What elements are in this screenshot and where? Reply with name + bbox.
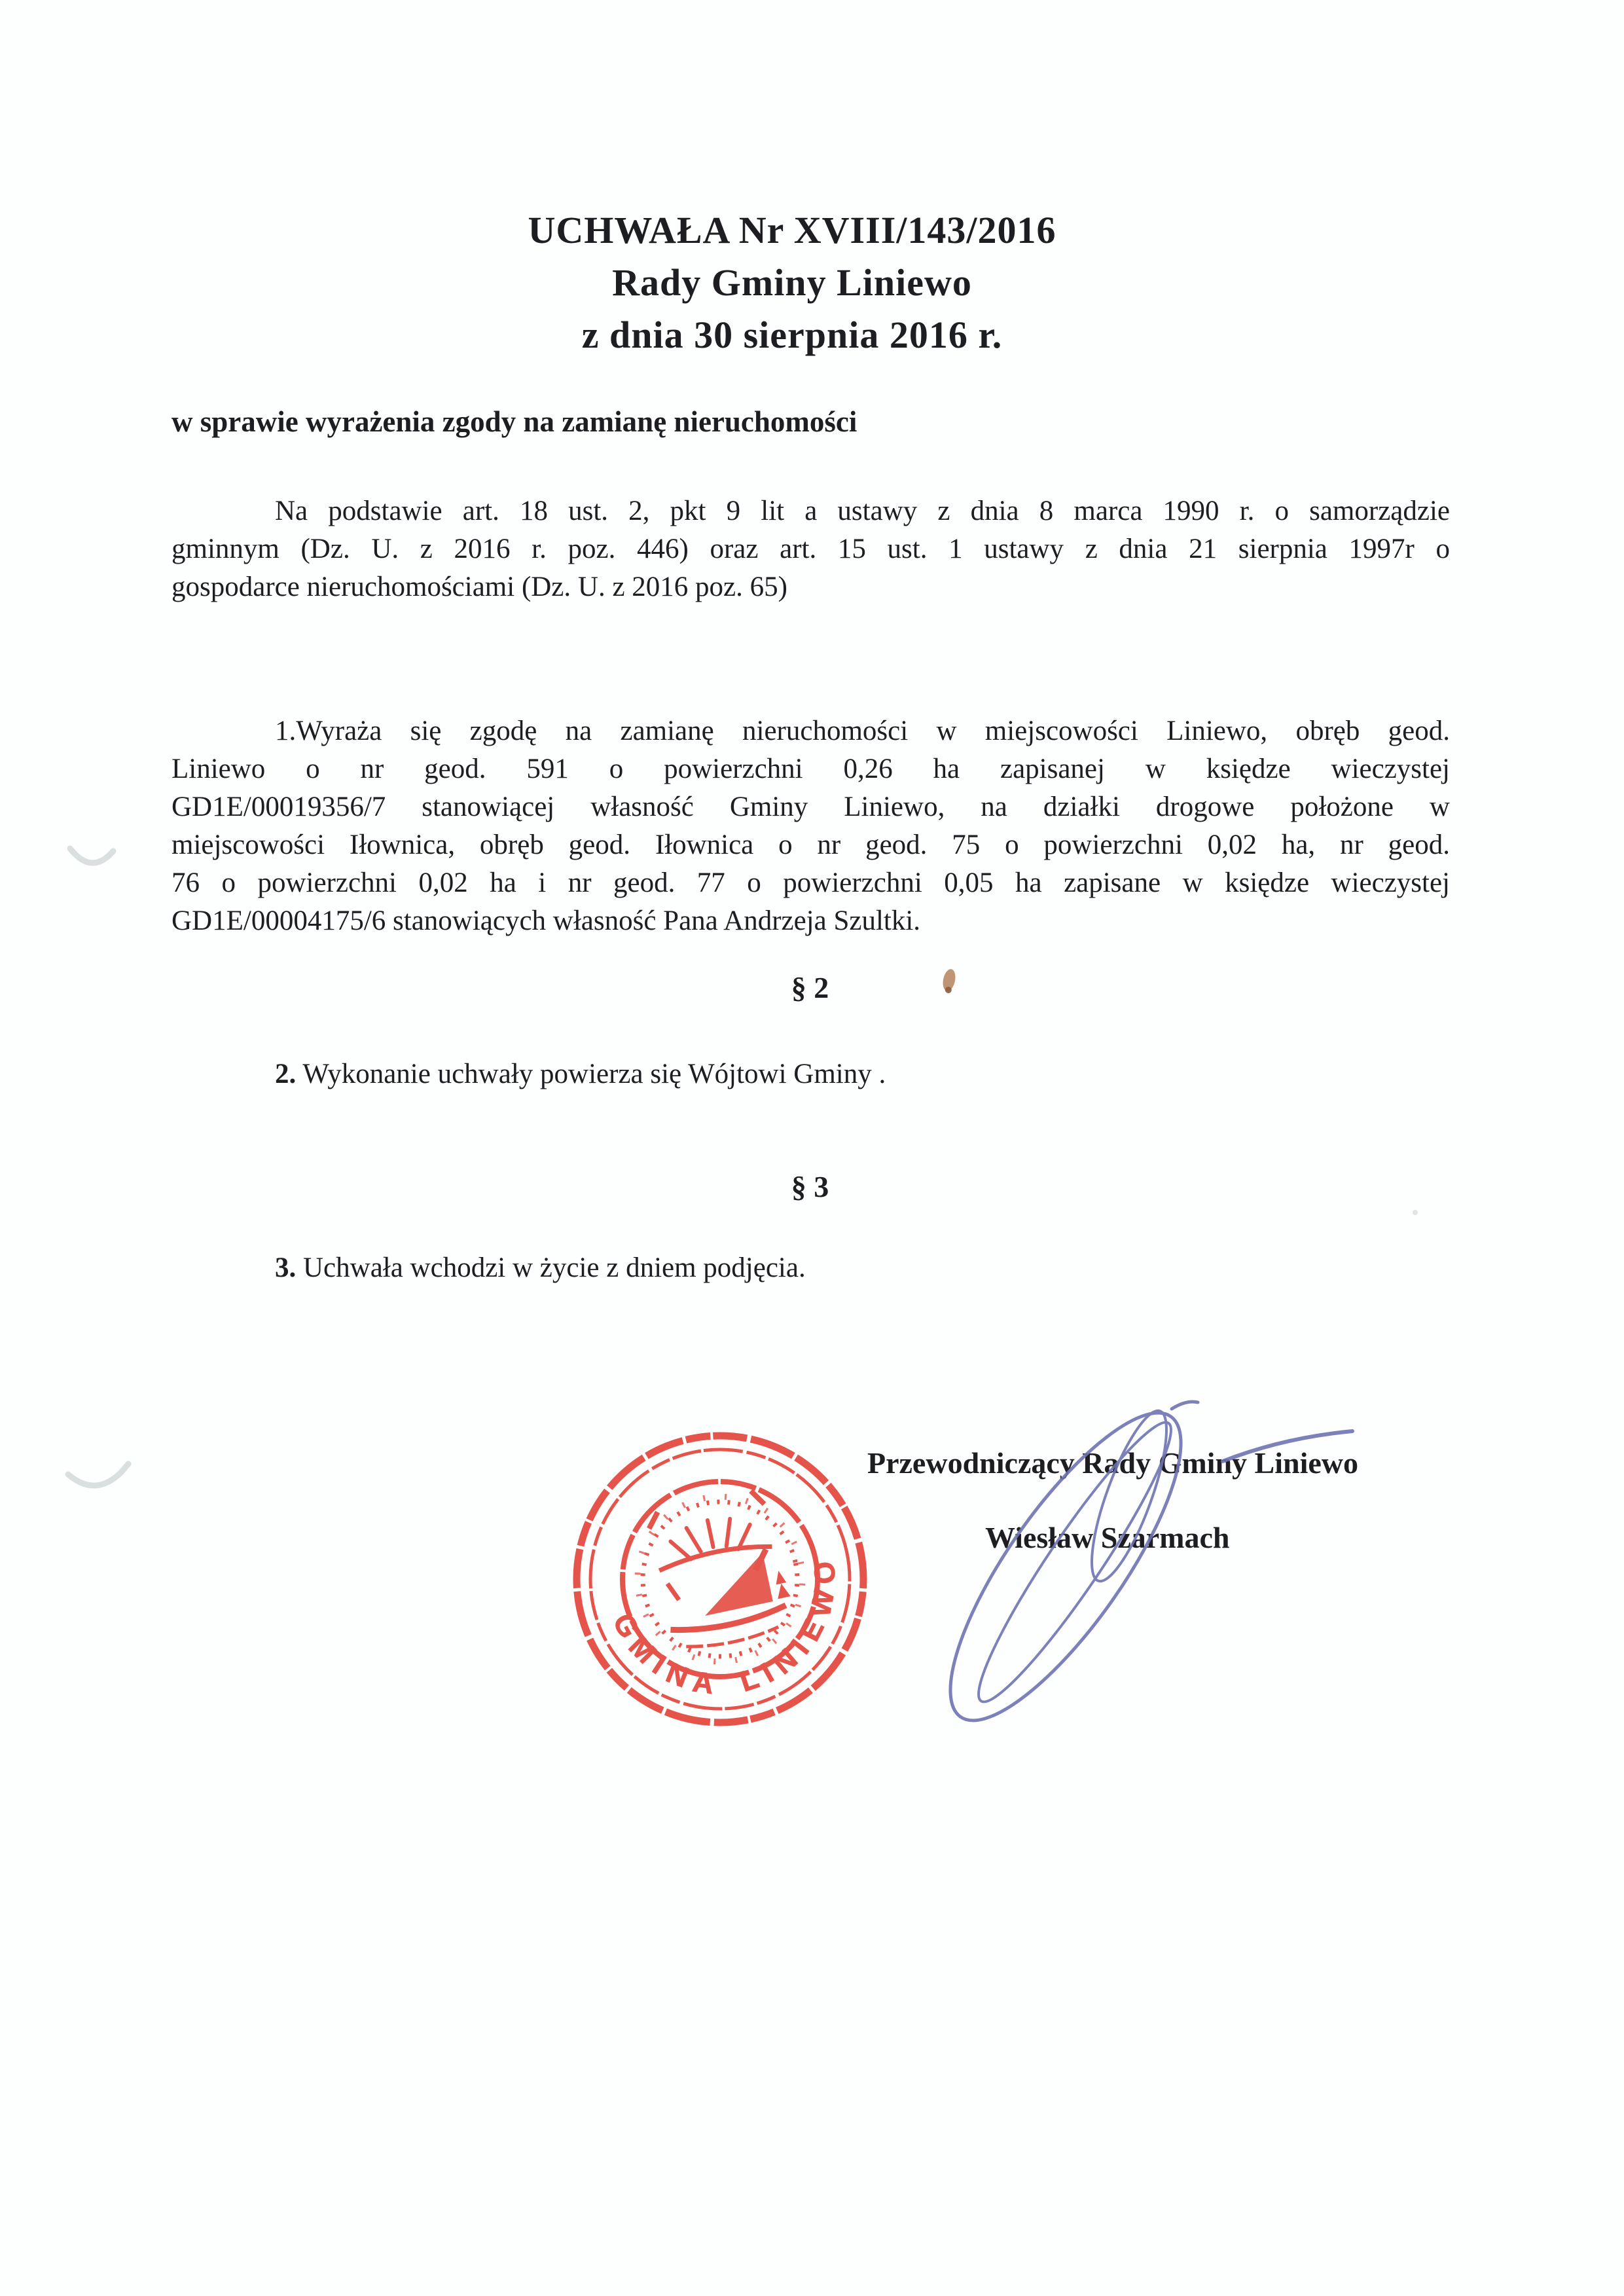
paragraph-2-number: 2.: [275, 1059, 297, 1089]
scan-artifact-arc-upper: [70, 848, 113, 863]
stamp-sun-icon: [668, 1512, 754, 1563]
document-title-line-3: z dnia 30 sierpnia 2016 r.: [581, 314, 1003, 356]
document-title-line-1: UCHWAŁA Nr XVIII/143/2016: [528, 209, 1056, 251]
preamble-line: gospodarce nieruchomościami (Dz. U. z 2016 poz. 65): [171, 572, 787, 602]
paragraph-1-line: 76 o powierzchni 0,02 ha i nr geod. 77 o powierzchni 0,05 ha zapisane w księdze wieczystej: [171, 867, 1450, 898]
stamp-text-gmina: GMINA: [606, 1608, 723, 1702]
paragraph-2: [275, 1055, 1453, 1093]
svg-text:GMINA LINIEWO: [597, 1527, 874, 1723]
preamble-line: Na podstawie art. 18 ust. 2, pkt 9 lit a ustawy z dnia 8 marca 1990 r. o samorządzie: [275, 496, 1450, 526]
municipal-stamp: [550, 1409, 890, 1749]
paragraph-1-line: miejscowości Iłownica, obręb geod. Iłownica o nr geod. 75 o powierzchni 0,02 ha, nr geod.: [171, 829, 1450, 860]
paragraph-1-line: Liniewo o nr geod. 591 o powierzchni 0,26 ha zapisanej w księdze wieczystej: [171, 754, 1450, 784]
paragraph-2-text: Wykonanie uchwały powierza się Wójtowi Gminy .: [296, 1059, 886, 1089]
scan-artifact-arc-lower: [68, 1464, 128, 1485]
paragraph-1-line: GD1E/00004175/6 stanowiących własność Pana Andrzeja Szultki.: [171, 905, 921, 936]
stamp-coat-of-arms: [665, 1546, 791, 1622]
stamp-text-liniewo: LINIEWO: [736, 1551, 842, 1698]
document-subject: w sprawie wyrażenia zgody na zamianę nieruchomości: [171, 405, 857, 438]
section-2-mark: § 2: [791, 971, 829, 1004]
paragraph-3-number: 3.: [275, 1252, 297, 1283]
preamble-line: gminnym (Dz. U. z 2016 r. poz. 446) oraz art. 15 ust. 1 ustawy z dnia 21 sierpnia 1997r o: [171, 534, 1450, 564]
handwritten-signature: [913, 1383, 1352, 1750]
paragraph-1-line: 1.Wyraża się zgodę na zamianę nieruchomości w miejscowości Liniewo, obręb geod.: [275, 716, 1450, 746]
paragraph-3-text: Uchwała wchodzi w życie z dniem podjęcia.: [296, 1252, 806, 1283]
stamp-wreath: [628, 1487, 812, 1671]
section-3-mark: § 3: [791, 1170, 829, 1203]
paragraph-1-line: GD1E/00019356/7 stanowiącej własność Gminy Liniewo, na działki drogowe położone w: [171, 792, 1450, 822]
signature-name: Wiesław Szarmach: [985, 1521, 1230, 1554]
scan-artifact-dot: [1413, 1210, 1418, 1215]
paragraph-3: [275, 1249, 1453, 1287]
signature-role: Przewodniczący Rady Gminy Liniewo: [867, 1446, 1358, 1480]
document-title-line-2: Rady Gminy Liniewo: [612, 261, 972, 304]
